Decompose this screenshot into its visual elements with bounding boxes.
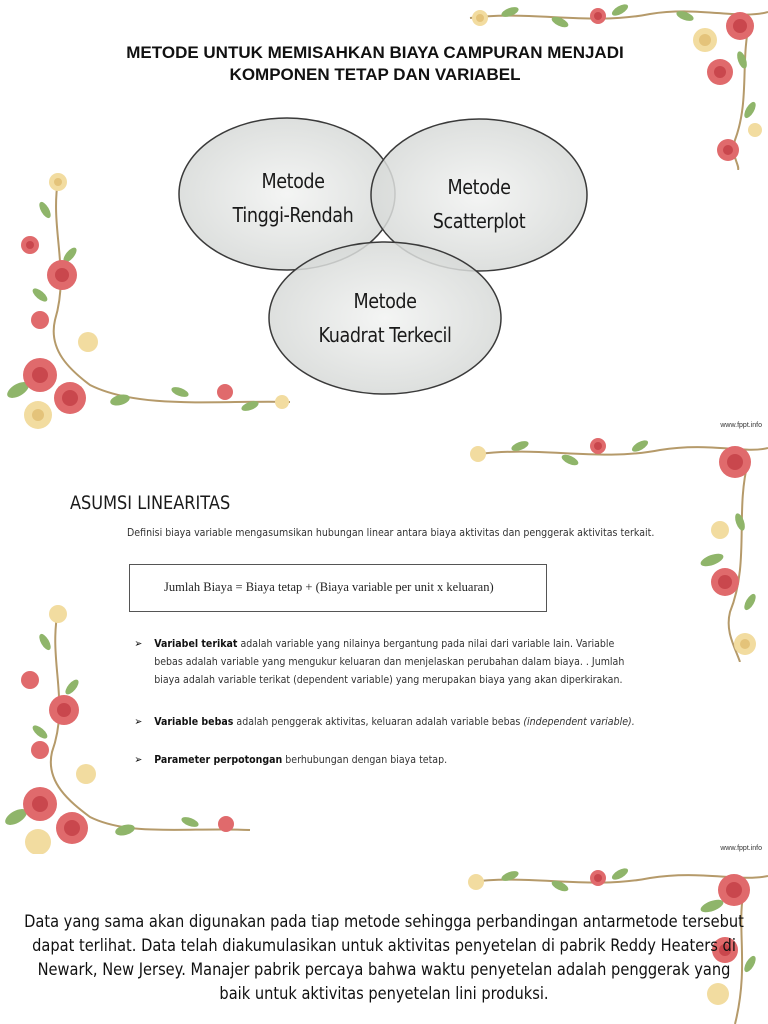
venn-left-line-1: Metode [261, 169, 325, 193]
venn-label-left [218, 164, 368, 232]
floral-border-top-right [450, 432, 768, 662]
venn-label-right [404, 170, 554, 238]
arrow-bullet-icon: ➢ [134, 715, 143, 728]
bullet-dependent-variable [134, 635, 677, 689]
formula-text: Jumlah Biaya = Biaya tetap + (Biaya variable per unit x keluaran) [164, 580, 494, 594]
title-line-2: KOMPONEN TETAP DAN VARIABEL [229, 65, 521, 84]
venn-label-bottom [303, 284, 467, 352]
venn-right-line-1: Metode [447, 175, 511, 199]
slide-data-intro [0, 854, 768, 1024]
paragraph-line-3: Newark, New Jersey. Manajer pabrik percaya bahwa waktu penyetelan adalah penggerak yang [37, 960, 731, 980]
section-heading: ASUMSI LINEARITAS [70, 492, 231, 514]
paragraph-line-4: baik untuk aktivitas penyetelan lini produksi. [219, 984, 549, 1004]
bullet-italic: (independent variable). [523, 715, 635, 728]
bullet-line-3: biaya adalah variable terikat (dependent variable) yang merupakan biaya yang akan diperkirakan. [154, 673, 623, 686]
venn-bottom-line-2: Kuadrat Terkecil [318, 323, 452, 347]
paragraph-line-1: Data yang sama akan digunakan pada tiap metode sehingga perbandingan antarmetode tersebut [24, 912, 744, 932]
venn-left-line-2: Tinggi-Rendah [232, 203, 354, 227]
formula-box [129, 564, 547, 612]
paragraph-line-2: dapat terlihat. Data telah diakumulasikan untuk aktivitas penyetelan di pabrik Reddy Heaters di [32, 936, 736, 956]
venn-bottom-line-1: Metode [353, 289, 417, 313]
slide-methods [0, 0, 768, 432]
bullet-intercept-parameter [134, 751, 677, 769]
arrow-bullet-icon: ➢ [134, 753, 143, 766]
bullet-line-1: adalah variable yang nilainya bergantung pada nilai dari variable lain. Variable [237, 637, 615, 650]
bullet-independent-variable [134, 713, 677, 731]
bullet-term: Parameter perpotongan [154, 753, 283, 766]
bullet-line-2: bebas adalah variable yang mengukur keluaran dan menjelaskan perubahan dalam biaya. . Jumlah [154, 655, 625, 668]
title-line-1: METODE UNTUK MEMISAHKAN BIAYA CAMPURAN MENJADI [126, 43, 624, 62]
watermark: www.fppt.info [720, 422, 762, 429]
bullet-text: adalah penggerak aktivitas, keluaran adalah variable bebas [233, 715, 524, 728]
venn-right-line-2: Scatterplot [432, 209, 526, 233]
explanatory-paragraph [22, 910, 746, 1006]
venn-diagram [0, 0, 768, 432]
slide-linearity [0, 432, 768, 854]
bullet-term: Variable bebas [154, 715, 234, 728]
bullet-text: berhubungan dengan biaya tetap. [282, 753, 448, 766]
arrow-bullet-icon: ➢ [134, 637, 143, 650]
watermark-2: www.fppt.info [720, 845, 762, 852]
definition-text: Definisi biaya variable mengasumsikan hubungan linear antara biaya aktivitas dan penggerak aktivitas terkait. [127, 526, 655, 539]
bullet-term: Variabel terikat [154, 637, 238, 650]
